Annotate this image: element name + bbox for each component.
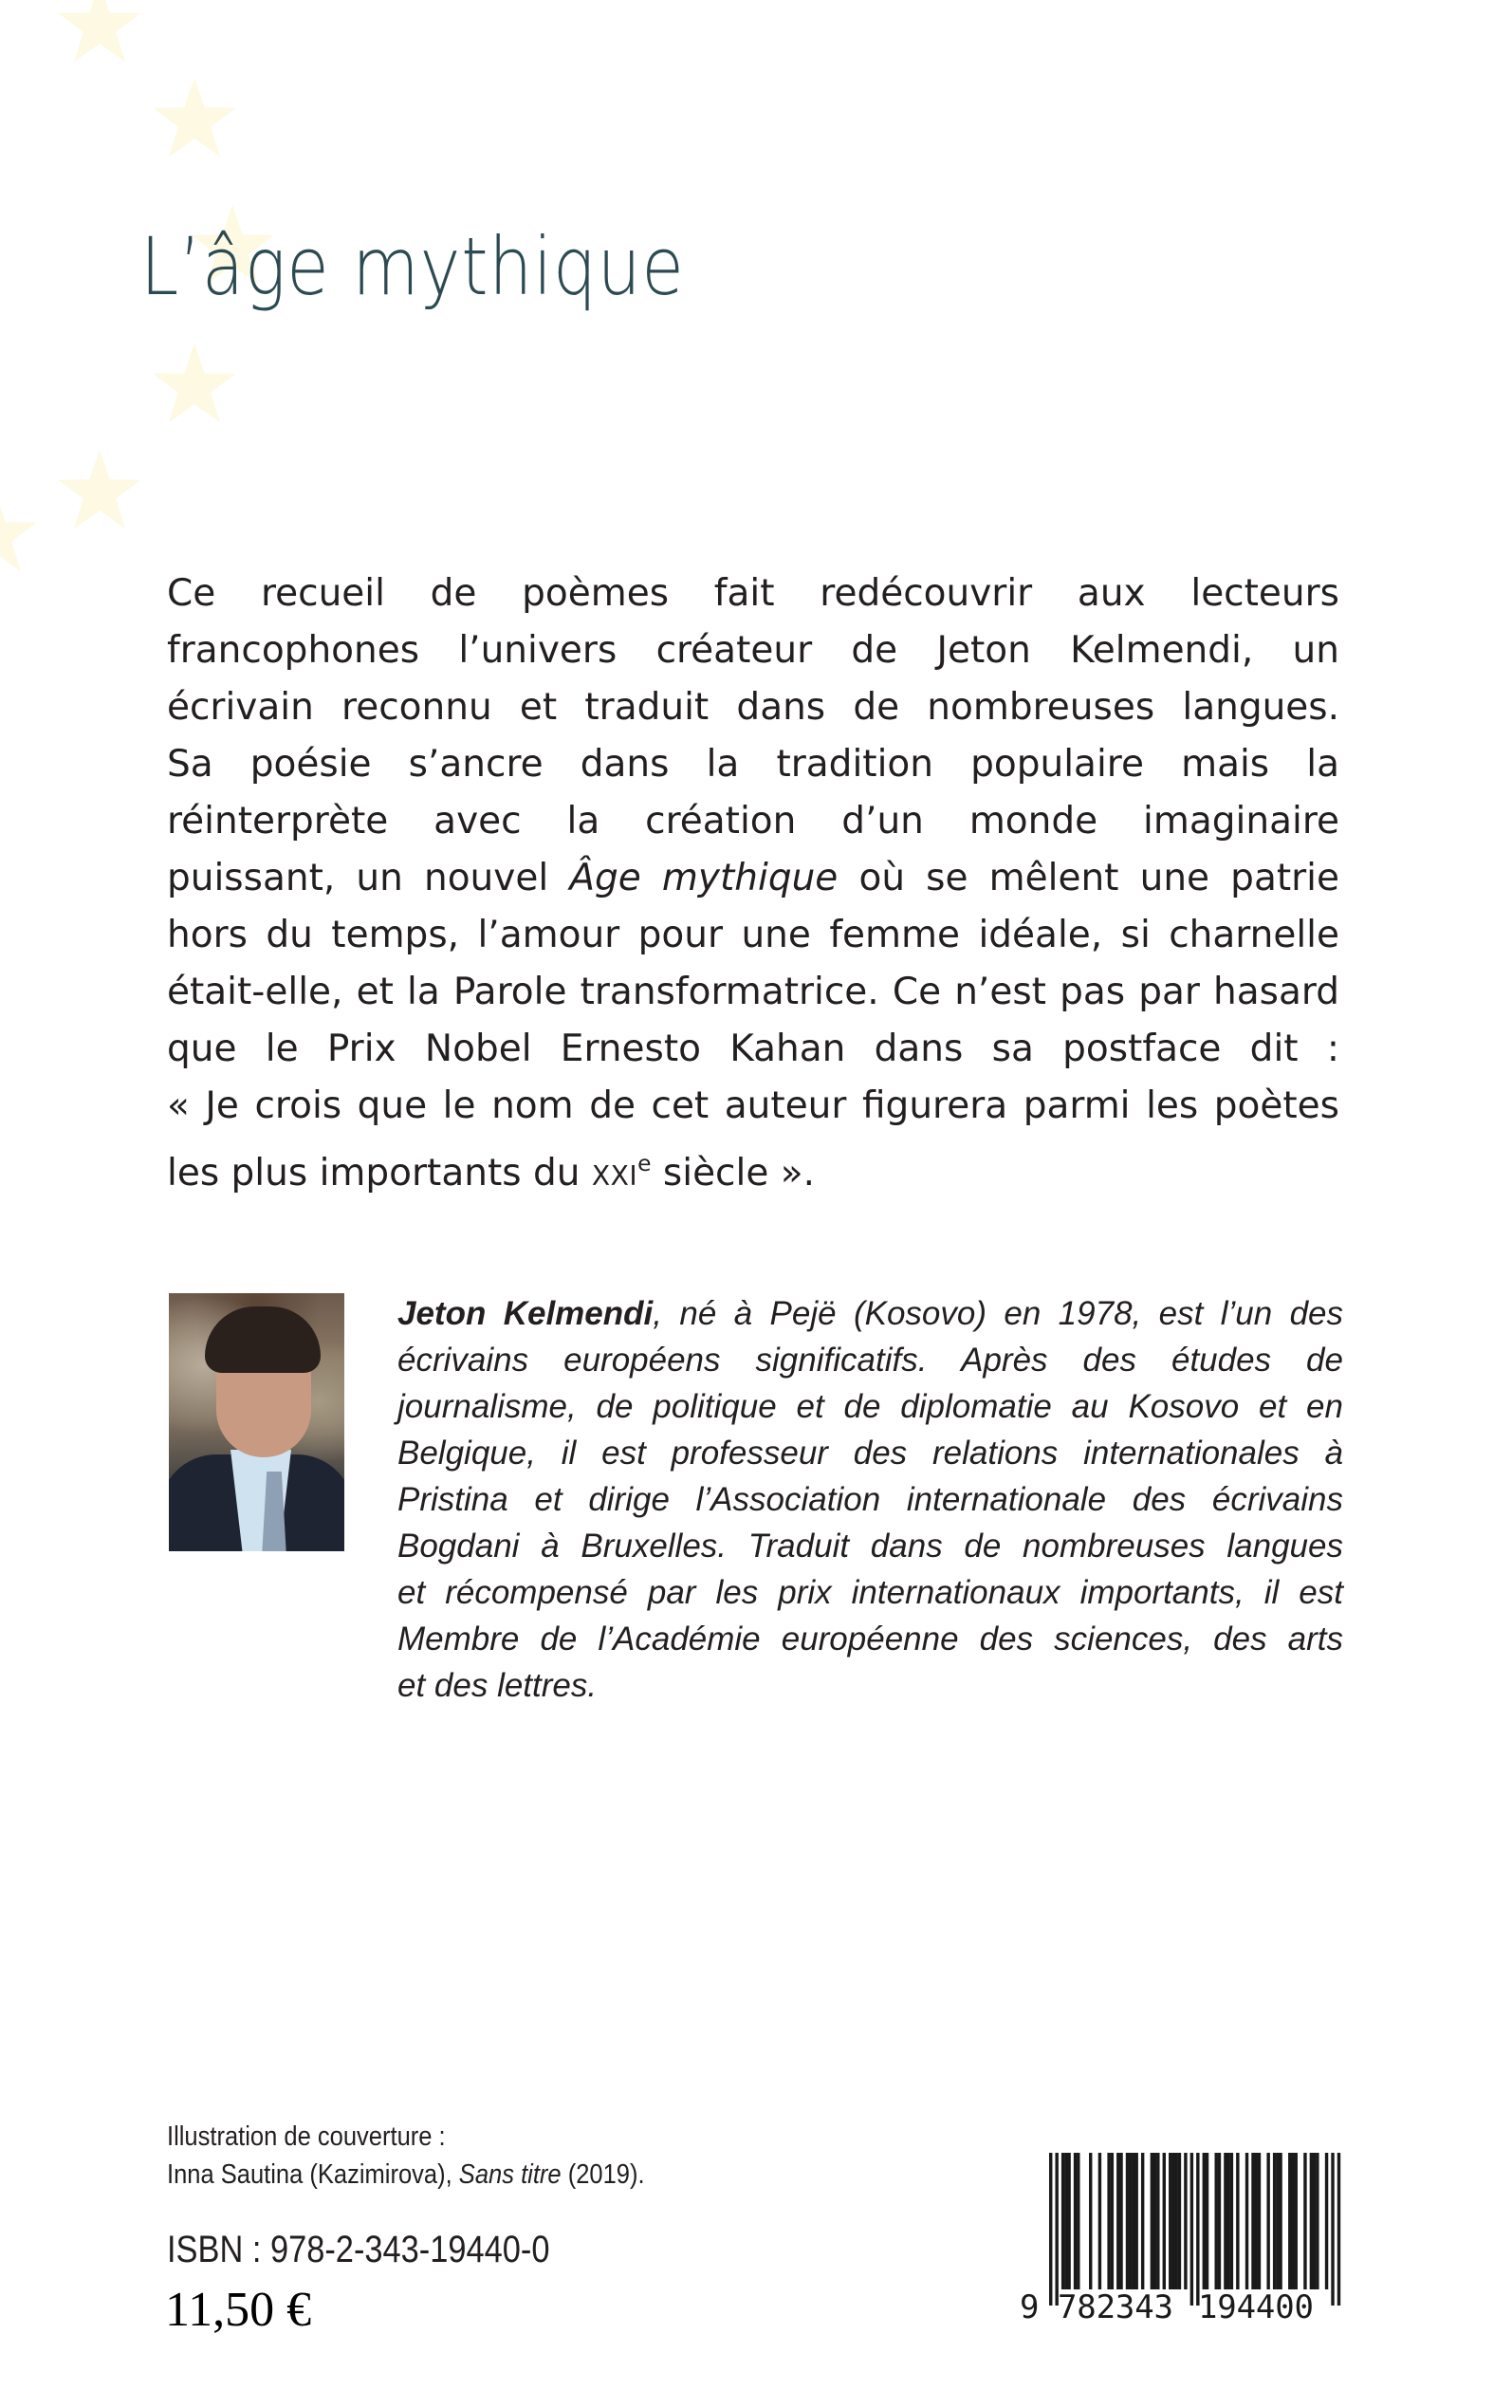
barcode-bar (1310, 2153, 1313, 2289)
blurb-text-segment: que le Prix Nobel Ernesto Kahan dans sa postface dit : (167, 1028, 1339, 1070)
bio-line (397, 1290, 1343, 1337)
barcode-bar (1236, 2153, 1239, 2289)
bio-text-segment: écrivains européens significatifs. Après des études de (397, 1342, 1343, 1379)
bio-line-text (397, 1523, 1343, 1569)
bio-line (397, 1476, 1343, 1523)
blurb-text-segment: e (637, 1150, 652, 1176)
barcode-bar (1255, 2153, 1258, 2289)
barcode-bar (1171, 2153, 1174, 2289)
price: 11,50 € (165, 2283, 312, 2337)
bio-text-segment: Jeton Kelmendi (397, 1295, 654, 1332)
bio-line-text (397, 1569, 1343, 1616)
barcode-bar (1273, 2153, 1276, 2289)
barcode-bar (1111, 2153, 1114, 2289)
bio-text-segment: Belgique, il est professeur des relations internationales à (397, 1435, 1343, 1472)
blurb-text-segment: était-elle, et la Parole transformatrice. Ce n’est pas par hasard (167, 971, 1339, 1013)
blurb-line-text (167, 679, 1339, 736)
blurb-line (167, 1078, 1339, 1135)
barcode-bar (1061, 2153, 1064, 2289)
star-decoration (0, 0, 379, 664)
barcode-bar (1291, 2153, 1294, 2289)
blurb-line-text (167, 850, 1339, 907)
barcode-bar (1129, 2153, 1132, 2289)
barcode-bar (1230, 2153, 1233, 2289)
barcode-bar (1153, 2153, 1156, 2289)
bio-text-segment: Membre de l’Académie européenne des sciences, des arts (397, 1621, 1343, 1658)
barcode-bar (1303, 2153, 1306, 2289)
blurb-line (167, 1135, 1339, 1195)
blurb-text-segment: hors du temps, l’amour pour une femme idéale, si charnelle (167, 914, 1339, 956)
barcode-bar (1074, 2153, 1077, 2289)
blurb-line-text (167, 622, 1339, 679)
credit-year: (2019). (561, 2159, 645, 2190)
blurb-text-segment: les plus importants du (167, 1152, 592, 1195)
barcode-bar (1134, 2153, 1137, 2289)
blurb-text-segment: Sa poésie s’ancre dans la tradition populaire mais la (167, 743, 1339, 786)
blurb-line (167, 850, 1339, 907)
blurb-line-text (167, 907, 1339, 964)
bio-line (397, 1383, 1343, 1430)
blurb-text-segment: siècle ». (651, 1152, 815, 1195)
bio-text-segment: et des lettres. (397, 1667, 598, 1704)
barcode-bar (1316, 2153, 1318, 2289)
cover-illustration-credit (167, 2118, 645, 2194)
bio-line-text (397, 1290, 1343, 1337)
barcode-bar (1331, 2153, 1334, 2306)
barcode-bar (1067, 2153, 1070, 2289)
barcode-bar (1196, 2153, 1199, 2306)
blurb-line-text (167, 793, 1339, 850)
barcode-bar (1178, 2153, 1181, 2289)
barcode-bar (1251, 2153, 1254, 2289)
barcode-bars (1049, 2153, 1340, 2306)
blurb-line-text (167, 1078, 1339, 1135)
blurb-line-text (167, 1135, 1339, 1205)
credit-artist: Inna Sautina (Kazimirova), (167, 2159, 459, 2190)
blurb-line-text (167, 736, 1339, 793)
barcode-bar (1089, 2153, 1092, 2289)
bio-line-text (397, 1337, 1343, 1383)
blurb-line (167, 907, 1339, 964)
blurb-line (167, 793, 1339, 850)
bio-line-text (397, 1430, 1343, 1476)
blurb-text-segment: « Je crois que le nom de cet auteur figurera parmi les poètes (167, 1084, 1339, 1127)
barcode-digits (1020, 2288, 1314, 2326)
barcode-bar (1218, 2153, 1221, 2289)
book-title: L’âge mythique (140, 220, 685, 313)
bio-line (397, 1523, 1343, 1569)
barcode-bar (1077, 2153, 1079, 2289)
bio-text-segment: Bogdani à Bruxelles. Traduit dans de nombreuses langues (397, 1528, 1343, 1565)
bio-text-segment: Pristina et dirige l’Association internationale des écrivains (397, 1481, 1343, 1518)
blurb-text-segment: francophones l’univers créateur de Jeton Kelmendi, un (167, 629, 1339, 672)
blurb-paragraph (167, 565, 1339, 1195)
star-icon (153, 78, 235, 157)
bio-line (397, 1430, 1343, 1476)
barcode-bar (1325, 2153, 1328, 2289)
barcode-bar (1055, 2153, 1058, 2306)
barcode-bar (1206, 2153, 1208, 2289)
bio-line-text (397, 1662, 1343, 1709)
credit-line (167, 2156, 645, 2194)
blurb-text-segment: réinterprète avec la création d’un monde imaginaire (167, 800, 1339, 843)
barcode-right-digits: 194400 (1198, 2288, 1314, 2326)
blurb-text-segment: écrivain reconnu et traduit dans de nombreuses langues. (167, 686, 1339, 729)
bio-line-text (397, 1616, 1343, 1662)
bio-line-text (397, 1476, 1343, 1523)
bio-line (397, 1662, 1343, 1709)
barcode-bar (1174, 2153, 1177, 2289)
star-icon (58, 0, 140, 62)
barcode-bar (1279, 2153, 1282, 2289)
barcode-bar (1163, 2153, 1166, 2289)
barcode-bar (1266, 2153, 1269, 2289)
barcode-bar (1126, 2153, 1129, 2289)
bio-line (397, 1616, 1343, 1662)
bio-text-segment: journalisme, de politique et de diplomatie au Kosovo et en (397, 1388, 1343, 1425)
bio-line (397, 1337, 1343, 1383)
blurb-line (167, 736, 1339, 793)
barcode-bar (1203, 2153, 1206, 2289)
barcode-bar (1132, 2153, 1134, 2289)
blurb-line-text (167, 565, 1339, 622)
bio-line (397, 1569, 1343, 1616)
star-icon (58, 450, 140, 528)
blurb-line (167, 1021, 1339, 1078)
blurb-text-segment: XXI (591, 1160, 638, 1193)
blurb-text-segment: Ce recueil de poèmes fait redécouvrir aux lecteurs (167, 572, 1339, 615)
barcode-bar (1141, 2153, 1144, 2289)
credit-label: Illustration de couverture : (167, 2121, 446, 2152)
barcode-bar (1169, 2153, 1171, 2289)
barcode-bar (1184, 2153, 1187, 2289)
barcode-bar (1156, 2153, 1159, 2289)
barcode (1020, 2149, 1347, 2329)
blurb-line (167, 679, 1339, 736)
barcode-bar (1313, 2153, 1316, 2289)
barcode-left-digits: 782343 (1058, 2288, 1173, 2326)
blurb-line (167, 565, 1339, 622)
barcode-bar (1190, 2153, 1193, 2306)
barcode-bar (1119, 2153, 1122, 2289)
barcode-bar (1245, 2153, 1248, 2289)
barcode-bar (1276, 2153, 1279, 2289)
barcode-bar (1215, 2153, 1218, 2289)
barcode-bar (1049, 2153, 1052, 2306)
barcode-bar (1107, 2153, 1110, 2289)
barcode-bar (1116, 2153, 1119, 2289)
barcode-bar (1295, 2153, 1298, 2289)
barcode-bar (1258, 2153, 1261, 2289)
blurb-text-segment: Âge mythique (569, 857, 839, 899)
barcode-first-digit: 9 (1020, 2288, 1040, 2326)
barcode-bar (1337, 2153, 1340, 2306)
credit-work-title: Sans titre (458, 2159, 562, 2190)
isbn: ISBN : 978-2-343-19440-0 (167, 2229, 550, 2270)
blurb-line (167, 622, 1339, 679)
blurb-line-text (167, 1021, 1339, 1078)
barcode-bar (1098, 2153, 1101, 2289)
blurb-text-segment: puissant, un nouvel (167, 857, 570, 899)
barcode-bar (1151, 2153, 1153, 2289)
barcode-bar (1064, 2153, 1067, 2289)
blurb-line-text (167, 964, 1339, 1021)
blurb-line (167, 964, 1339, 1021)
author-photo (169, 1293, 344, 1551)
star-icon (0, 492, 37, 571)
barcode-bar (1224, 2153, 1226, 2289)
bio-text-segment: , né à Pejë (Kosovo) en 1978, est l’un des (653, 1295, 1344, 1332)
bio-line-text (397, 1383, 1343, 1430)
barcode-bar (1226, 2153, 1229, 2289)
bio-text-segment: et récompensé par les prix internationaux importants, il est (397, 1574, 1343, 1611)
blurb-text-segment: où se mêlent une patrie (838, 857, 1339, 899)
star-icon (153, 343, 235, 422)
author-bio (397, 1290, 1343, 1709)
barcode-bar (1288, 2153, 1291, 2289)
